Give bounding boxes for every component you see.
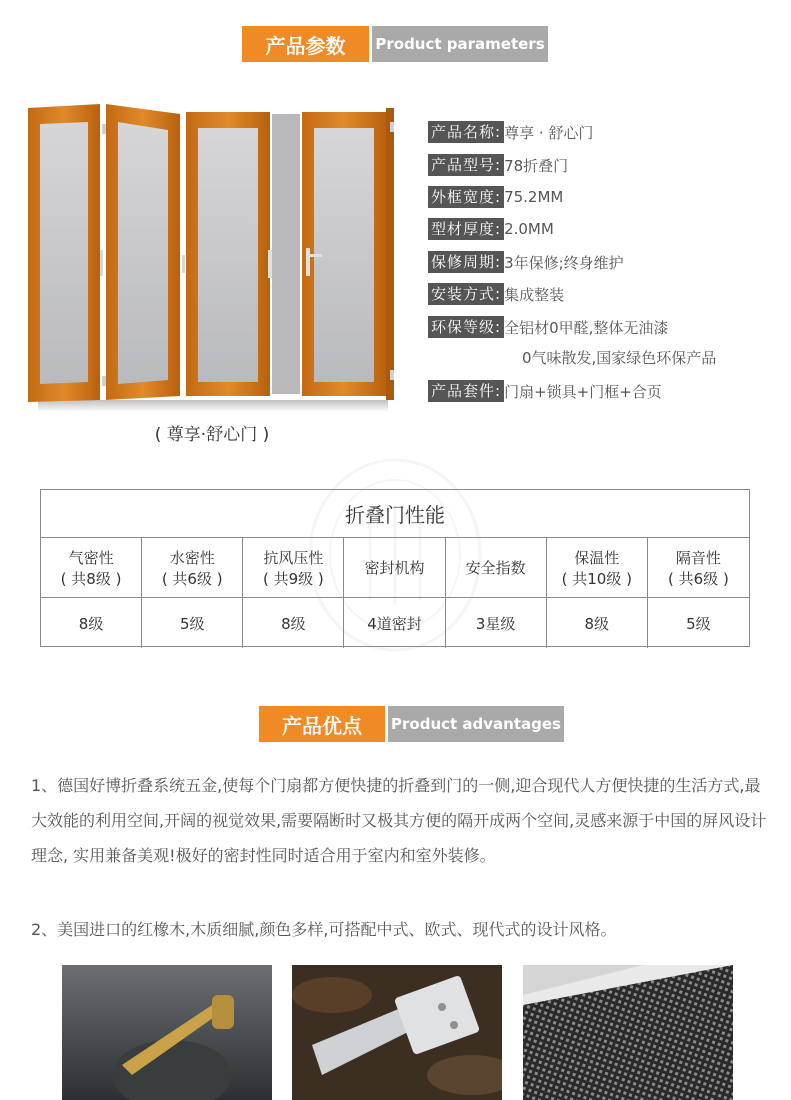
value-cell: 5级 [142,598,243,648]
spec-value: 门扇+锁具+门框+合页 [504,382,662,401]
spec-row-warranty [428,250,624,274]
spec-value: 集成整装 [504,285,565,304]
section-title-en: Product advantages [388,706,564,742]
performance-header-row [41,538,749,598]
section-banner-advantages [259,706,564,742]
spec-value: 75.2MM [504,188,564,206]
header-sub: ( 共10级 ) [561,569,632,588]
spec-value: 全铝材0甲醛,整体无油漆 [504,318,669,337]
advantage-paragraph-2: 2、美国进口的红橡木,木质细腻,颜色多样,可搭配中式、欧式、现代式的设计风格。 [31,920,617,939]
header-name: 安全指数 [465,559,526,577]
spec-row-model [428,153,568,177]
mesh-photo [523,965,733,1100]
header-name: 气密性 [68,548,114,567]
spec-row-kit [428,379,662,403]
value-cell: 4道密封 [344,598,445,648]
spec-row-name [428,120,593,144]
spec-key: 环保等级: [428,316,504,338]
value-cell: 3星级 [446,598,547,648]
header-cell [142,538,243,597]
spec-row-environment [428,315,668,339]
spec-value: 2.0MM [504,220,554,238]
header-name: 保温性 [574,548,620,567]
header-cell [243,538,344,597]
header-cell [41,538,142,597]
spec-key: 产品名称: [428,121,504,143]
spec-value: 3年保修;终身维护 [504,253,624,272]
spec-key: 保修周期: [428,251,504,273]
hinge-photo [292,965,502,1100]
header-sub: ( 共6级 ) [668,569,729,588]
spec-row-frame-width [428,185,563,209]
header-cell [648,538,749,597]
section-title-en: Product parameters [372,26,548,62]
value-cell: 5级 [686,614,711,633]
spec-value: 尊享 · 舒心门 [504,123,594,142]
section-title-zh: 产品参数 [242,26,369,62]
spec-key: 产品型号: [428,154,504,176]
header-name: 水密性 [169,548,215,567]
header-name: 隔音性 [675,548,721,567]
value-cell: 8级 [547,598,648,648]
header-cell [344,538,445,597]
performance-value-row [41,598,749,648]
spec-key: 安装方式: [428,283,504,305]
spec-key: 外框宽度: [428,186,504,208]
value-cell: 8级 [41,598,142,648]
spec-row-thickness [428,217,554,241]
header-name: 密封机构 [364,559,425,577]
spec-row-install [428,282,564,306]
section-title-zh: 产品优点 [259,706,385,742]
handle-photo [62,965,272,1100]
header-sub: ( 共6级 ) [161,569,223,588]
header-sub: ( 共9级 ) [262,569,324,588]
spec-value: 78折叠门 [504,156,569,175]
spec-key: 产品套件: [428,380,504,402]
header-cell [446,538,547,597]
advantage-paragraph-1: 1、德国好博折叠系统五金,使每个门扇都方便快捷的折叠到门的一侧,迎合现代人方便快捷的生活方式,最大效能的利用空间,开阔的视觉效果,需要隔断时又极其方便的隔开成两个空间,灵感来源于中国的屏风设计理念, 实用兼备美观!极好的密封性同时适合用于室内和室外装修。 [31,776,767,865]
header-name: 抗风压性 [263,548,324,567]
header-sub: ( 共8级 ) [60,569,122,588]
header-cell [547,538,648,597]
door-caption: ( 尊享·舒心门 ) [154,425,270,445]
folding-door-illustration [28,100,396,412]
section-banner-parameters [242,26,548,62]
performance-table-title: 折叠门性能 [41,490,749,538]
value-cell: 8级 [243,598,344,648]
spec-environment-continued: 0气味散发,国家绿色环保产品 [522,349,717,367]
performance-table [40,489,750,647]
spec-key: 型材厚度: [428,218,504,240]
